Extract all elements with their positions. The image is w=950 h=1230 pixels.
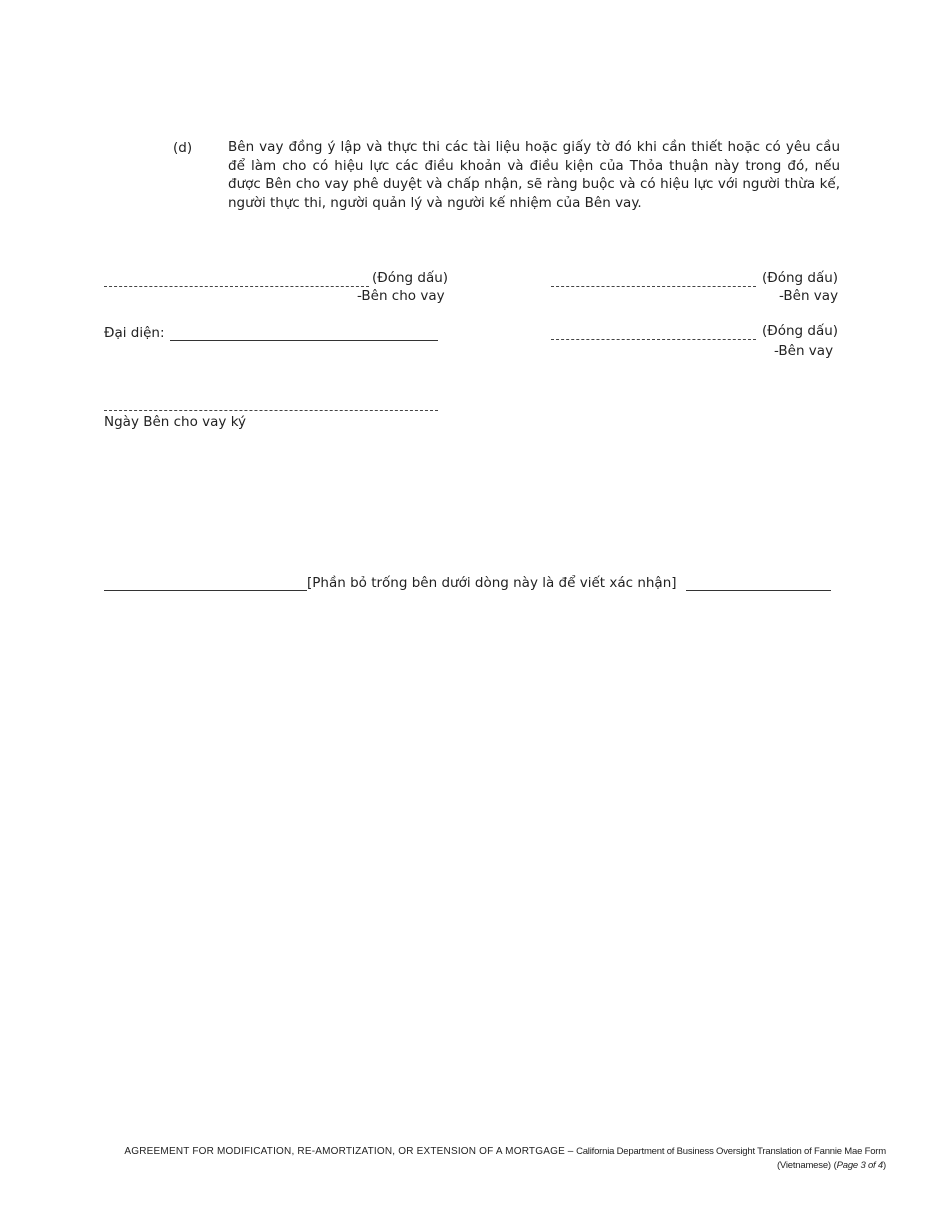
borrower-signature-line-1 [551, 286, 756, 287]
footer-page-number: Page 3 of 4 [836, 1160, 884, 1171]
representative-line [170, 340, 438, 341]
footer-source: California Department of Business Oversight Translation of Fannie Mae Form [576, 1146, 886, 1157]
footer-language: (Vietnamese) [776, 1160, 831, 1171]
representative-label: Đại diện: [104, 325, 165, 341]
acknowledgment-divider-text: [Phần bỏ trống bên dưới dòng này là để viết xác nhận] [307, 575, 677, 591]
borrower-role-label-1: -Bên vay [779, 288, 839, 304]
lender-date-label: Ngày Bên cho vay ký [104, 414, 247, 430]
borrower-seal-label-1: (Đóng dấu) [762, 270, 839, 286]
paragraph-label: (d) [173, 140, 193, 156]
lender-seal-label: (Đóng dấu) [372, 270, 449, 286]
lender-role-label: -Bên cho vay [357, 288, 445, 304]
divider-line-left [104, 590, 307, 591]
lender-date-line [104, 410, 438, 411]
page-footer [66, 1145, 886, 1173]
divider-line-right [686, 590, 831, 591]
lender-signature-line [104, 286, 369, 287]
borrower-seal-label-2: (Đóng dấu) [762, 323, 839, 339]
borrower-signature-line-2 [551, 339, 756, 340]
footer-line-1 [66, 1145, 886, 1159]
footer-separator: – [567, 1146, 574, 1157]
footer-line-2: (Vietnamese) (Page 3 of 4) [776, 1160, 886, 1171]
borrower-role-label-2: -Bên vay [774, 343, 834, 359]
paragraph-text: Bên vay đồng ý lập và thực thi các tài liệu hoặc giấy tờ đó khi cần thiết hoặc có yêu cầu để làm cho có hiệu lực các điều khoản và điều kiện của Thỏa thuận này trong đó, nếu được Bên cho vay phê duyệt và chấp nhận, sẽ ràng buộc và có hiệu lực với người thừa kế, người thực thi, người quản lý và người kế nhiệm của Bên vay. [228, 139, 840, 211]
footer-title: AGREEMENT FOR MODIFICATION, RE-AMORTIZATION, OR EXTENSION OF A MORTGAGE [124, 1146, 565, 1157]
